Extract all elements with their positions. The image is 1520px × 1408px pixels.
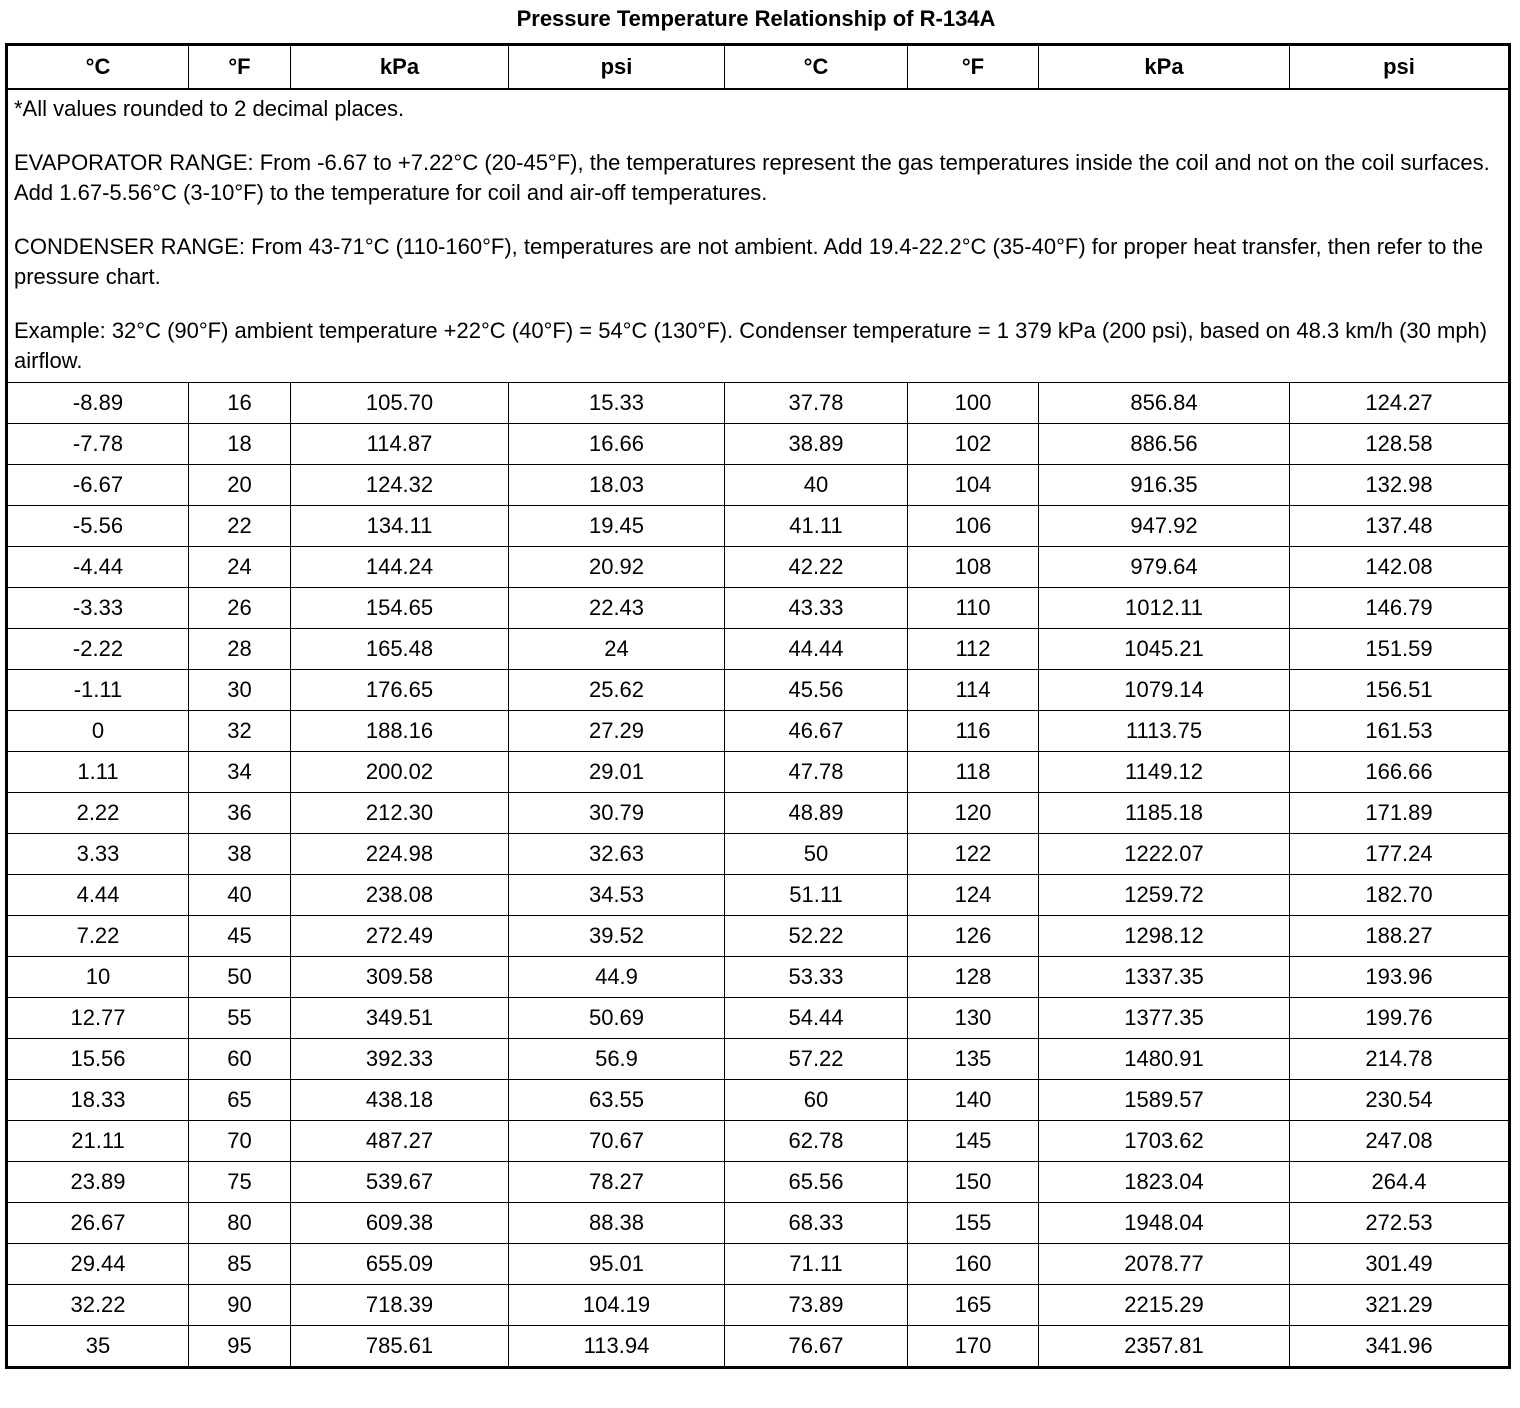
cell-celsius-low: 18.33 — [7, 1080, 189, 1121]
cell-fahrenheit-low: 45 — [189, 916, 291, 957]
page-title: Pressure Temperature Relationship of R-134A — [516, 6, 996, 31]
cell-fahrenheit-high: 102 — [908, 424, 1039, 465]
header-fahrenheit-1: °F — [189, 45, 291, 90]
cell-celsius-high: 48.89 — [725, 793, 908, 834]
table-row — [7, 957, 1510, 998]
cell-fahrenheit-high: 155 — [908, 1203, 1039, 1244]
cell-psi-high: 142.08 — [1290, 547, 1510, 588]
table-row — [7, 588, 1510, 629]
cell-psi-high: 193.96 — [1290, 957, 1510, 998]
cell-psi-low: 20.92 — [509, 547, 725, 588]
cell-psi-high: 151.59 — [1290, 629, 1510, 670]
cell-kpa-low: 124.32 — [291, 465, 509, 506]
cell-fahrenheit-high: 122 — [908, 834, 1039, 875]
cell-kpa-low: 539.67 — [291, 1162, 509, 1203]
cell-celsius-low: 35 — [7, 1326, 189, 1368]
cell-psi-low: 34.53 — [509, 875, 725, 916]
table-row — [7, 875, 1510, 916]
cell-psi-low: 19.45 — [509, 506, 725, 547]
table-row — [7, 383, 1510, 424]
cell-psi-high: 199.76 — [1290, 998, 1510, 1039]
header-celsius-2: °C — [725, 45, 908, 90]
cell-fahrenheit-high: 114 — [908, 670, 1039, 711]
cell-psi-high: 341.96 — [1290, 1326, 1510, 1368]
cell-fahrenheit-high: 118 — [908, 752, 1039, 793]
cell-celsius-low: -3.33 — [7, 588, 189, 629]
cell-celsius-high: 57.22 — [725, 1039, 908, 1080]
cell-celsius-low: -7.78 — [7, 424, 189, 465]
cell-kpa-low: 134.11 — [291, 506, 509, 547]
header-psi-1: psi — [509, 45, 725, 90]
cell-celsius-low: -5.56 — [7, 506, 189, 547]
cell-celsius-high: 40 — [725, 465, 908, 506]
cell-fahrenheit-high: 104 — [908, 465, 1039, 506]
cell-fahrenheit-low: 85 — [189, 1244, 291, 1285]
cell-kpa-high: 1589.57 — [1039, 1080, 1290, 1121]
cell-psi-low: 39.52 — [509, 916, 725, 957]
cell-psi-low: 18.03 — [509, 465, 725, 506]
header-row — [7, 45, 1510, 90]
cell-kpa-low: 165.48 — [291, 629, 509, 670]
cell-celsius-low: 32.22 — [7, 1285, 189, 1326]
cell-fahrenheit-high: 106 — [908, 506, 1039, 547]
cell-celsius-low: 2.22 — [7, 793, 189, 834]
cell-fahrenheit-low: 20 — [189, 465, 291, 506]
cell-psi-low: 88.38 — [509, 1203, 725, 1244]
evaporator-note: EVAPORATOR RANGE: From -6.67 to +7.22°C (20-45°F), the temperatures represent the gas temperatures inside the coil and not on the coil surfaces. Add 1.67-5.56°C (3-10°F) to the temperature for coil and air-off temperatures. — [14, 150, 1490, 205]
example-note: Example: 32°C (90°F) ambient temperature +22°C (40°F) = 54°C (130°F). Condenser temperature = 1 379 kPa (200 psi), based on 48.3 km/h (30 mph) airflow. — [14, 318, 1488, 373]
cell-kpa-low: 105.70 — [291, 383, 509, 424]
cell-kpa-high: 2215.29 — [1039, 1285, 1290, 1326]
cell-kpa-low: 176.65 — [291, 670, 509, 711]
header-psi-2: psi — [1290, 45, 1510, 90]
cell-kpa-low: 487.27 — [291, 1121, 509, 1162]
cell-celsius-high: 45.56 — [725, 670, 908, 711]
table-row — [7, 1162, 1510, 1203]
cell-kpa-low: 144.24 — [291, 547, 509, 588]
cell-celsius-high: 42.22 — [725, 547, 908, 588]
table-row — [7, 1203, 1510, 1244]
cell-kpa-low: 609.38 — [291, 1203, 509, 1244]
table-row — [7, 670, 1510, 711]
header-fahrenheit-2: °F — [908, 45, 1039, 90]
cell-fahrenheit-low: 36 — [189, 793, 291, 834]
cell-psi-high: 171.89 — [1290, 793, 1510, 834]
table-row — [7, 1080, 1510, 1121]
cell-celsius-low: 12.77 — [7, 998, 189, 1039]
cell-psi-low: 16.66 — [509, 424, 725, 465]
cell-kpa-low: 238.08 — [291, 875, 509, 916]
cell-celsius-low: 15.56 — [7, 1039, 189, 1080]
cell-kpa-high: 1012.11 — [1039, 588, 1290, 629]
cell-psi-low: 15.33 — [509, 383, 725, 424]
cell-psi-high: 272.53 — [1290, 1203, 1510, 1244]
cell-kpa-low: 154.65 — [291, 588, 509, 629]
table-row — [7, 834, 1510, 875]
cell-fahrenheit-low: 22 — [189, 506, 291, 547]
cell-celsius-high: 46.67 — [725, 711, 908, 752]
cell-psi-low: 95.01 — [509, 1244, 725, 1285]
cell-celsius-low: -6.67 — [7, 465, 189, 506]
cell-fahrenheit-low: 26 — [189, 588, 291, 629]
cell-psi-low: 78.27 — [509, 1162, 725, 1203]
cell-psi-low: 50.69 — [509, 998, 725, 1039]
cell-kpa-low: 212.30 — [291, 793, 509, 834]
cell-fahrenheit-low: 90 — [189, 1285, 291, 1326]
cell-psi-high: 188.27 — [1290, 916, 1510, 957]
cell-fahrenheit-low: 65 — [189, 1080, 291, 1121]
cell-celsius-low: -8.89 — [7, 383, 189, 424]
cell-psi-low: 44.9 — [509, 957, 725, 998]
cell-kpa-high: 1045.21 — [1039, 629, 1290, 670]
cell-fahrenheit-high: 150 — [908, 1162, 1039, 1203]
cell-fahrenheit-low: 60 — [189, 1039, 291, 1080]
cell-kpa-high: 1703.62 — [1039, 1121, 1290, 1162]
cell-kpa-high: 979.64 — [1039, 547, 1290, 588]
cell-psi-high: 132.98 — [1290, 465, 1510, 506]
cell-celsius-high: 60 — [725, 1080, 908, 1121]
cell-kpa-low: 188.16 — [291, 711, 509, 752]
cell-kpa-high: 1948.04 — [1039, 1203, 1290, 1244]
cell-kpa-high: 947.92 — [1039, 506, 1290, 547]
cell-psi-low: 32.63 — [509, 834, 725, 875]
cell-fahrenheit-low: 34 — [189, 752, 291, 793]
cell-fahrenheit-low: 28 — [189, 629, 291, 670]
cell-celsius-low: -4.44 — [7, 547, 189, 588]
cell-fahrenheit-low: 24 — [189, 547, 291, 588]
cell-kpa-high: 1298.12 — [1039, 916, 1290, 957]
cell-celsius-high: 53.33 — [725, 957, 908, 998]
cell-kpa-high: 1185.18 — [1039, 793, 1290, 834]
table-row — [7, 506, 1510, 547]
notes-row — [7, 89, 1510, 383]
cell-psi-high: 321.29 — [1290, 1285, 1510, 1326]
cell-psi-high: 166.66 — [1290, 752, 1510, 793]
cell-celsius-high: 38.89 — [725, 424, 908, 465]
condenser-note: CONDENSER RANGE: From 43-71°C (110-160°F), temperatures are not ambient. Add 19.4-22.2°C (35-40°F) for proper heat transfer, then refer to the pressure chart. — [14, 234, 1484, 289]
cell-psi-low: 30.79 — [509, 793, 725, 834]
cell-psi-high: 146.79 — [1290, 588, 1510, 629]
cell-kpa-low: 438.18 — [291, 1080, 509, 1121]
cell-fahrenheit-high: 100 — [908, 383, 1039, 424]
cell-psi-low: 70.67 — [509, 1121, 725, 1162]
cell-kpa-high: 2357.81 — [1039, 1326, 1290, 1368]
cell-psi-high: 177.24 — [1290, 834, 1510, 875]
cell-celsius-high: 73.89 — [725, 1285, 908, 1326]
cell-celsius-low: 26.67 — [7, 1203, 189, 1244]
cell-celsius-low: 3.33 — [7, 834, 189, 875]
cell-celsius-high: 65.56 — [725, 1162, 908, 1203]
cell-kpa-high: 856.84 — [1039, 383, 1290, 424]
cell-fahrenheit-low: 80 — [189, 1203, 291, 1244]
cell-psi-low: 56.9 — [509, 1039, 725, 1080]
table-row — [7, 1285, 1510, 1326]
cell-kpa-high: 916.35 — [1039, 465, 1290, 506]
cell-kpa-low: 200.02 — [291, 752, 509, 793]
rounding-note: *All values rounded to 2 decimal places. — [14, 96, 405, 121]
cell-kpa-high: 1823.04 — [1039, 1162, 1290, 1203]
cell-fahrenheit-high: 110 — [908, 588, 1039, 629]
table-row — [7, 752, 1510, 793]
cell-fahrenheit-high: 124 — [908, 875, 1039, 916]
header-kpa-1: kPa — [291, 45, 509, 90]
cell-kpa-high: 1079.14 — [1039, 670, 1290, 711]
table-row — [7, 1326, 1510, 1368]
cell-kpa-high: 1113.75 — [1039, 711, 1290, 752]
cell-celsius-low: 29.44 — [7, 1244, 189, 1285]
cell-psi-high: 214.78 — [1290, 1039, 1510, 1080]
cell-psi-low: 29.01 — [509, 752, 725, 793]
cell-psi-high: 264.4 — [1290, 1162, 1510, 1203]
cell-kpa-high: 1259.72 — [1039, 875, 1290, 916]
cell-psi-low: 113.94 — [509, 1326, 725, 1368]
cell-psi-high: 156.51 — [1290, 670, 1510, 711]
cell-fahrenheit-low: 38 — [189, 834, 291, 875]
cell-celsius-high: 68.33 — [725, 1203, 908, 1244]
cell-fahrenheit-high: 112 — [908, 629, 1039, 670]
cell-fahrenheit-low: 70 — [189, 1121, 291, 1162]
cell-celsius-high: 44.44 — [725, 629, 908, 670]
cell-fahrenheit-high: 128 — [908, 957, 1039, 998]
cell-fahrenheit-low: 30 — [189, 670, 291, 711]
cell-fahrenheit-low: 95 — [189, 1326, 291, 1368]
cell-celsius-high: 37.78 — [725, 383, 908, 424]
cell-kpa-low: 785.61 — [291, 1326, 509, 1368]
cell-celsius-high: 47.78 — [725, 752, 908, 793]
pressure-temperature-table — [5, 43, 1511, 1369]
cell-celsius-low: 7.22 — [7, 916, 189, 957]
cell-kpa-low: 272.49 — [291, 916, 509, 957]
table-row — [7, 1039, 1510, 1080]
cell-fahrenheit-low: 50 — [189, 957, 291, 998]
cell-psi-high: 137.48 — [1290, 506, 1510, 547]
cell-kpa-high: 1377.35 — [1039, 998, 1290, 1039]
cell-kpa-low: 718.39 — [291, 1285, 509, 1326]
cell-celsius-high: 71.11 — [725, 1244, 908, 1285]
table-row — [7, 793, 1510, 834]
cell-kpa-low: 309.58 — [291, 957, 509, 998]
cell-fahrenheit-high: 116 — [908, 711, 1039, 752]
cell-celsius-high: 54.44 — [725, 998, 908, 1039]
cell-fahrenheit-high: 170 — [908, 1326, 1039, 1368]
cell-kpa-low: 392.33 — [291, 1039, 509, 1080]
cell-psi-low: 25.62 — [509, 670, 725, 711]
cell-psi-low: 24 — [509, 629, 725, 670]
cell-kpa-low: 224.98 — [291, 834, 509, 875]
cell-fahrenheit-high: 145 — [908, 1121, 1039, 1162]
cell-celsius-high: 76.67 — [725, 1326, 908, 1368]
cell-fahrenheit-low: 16 — [189, 383, 291, 424]
cell-celsius-high: 50 — [725, 834, 908, 875]
cell-kpa-high: 1222.07 — [1039, 834, 1290, 875]
cell-psi-low: 104.19 — [509, 1285, 725, 1326]
cell-psi-high: 230.54 — [1290, 1080, 1510, 1121]
cell-psi-low: 63.55 — [509, 1080, 725, 1121]
table-row — [7, 1121, 1510, 1162]
cell-celsius-low: -2.22 — [7, 629, 189, 670]
cell-celsius-high: 52.22 — [725, 916, 908, 957]
table-row — [7, 916, 1510, 957]
table-row — [7, 629, 1510, 670]
table-row — [7, 998, 1510, 1039]
table-row — [7, 547, 1510, 588]
cell-celsius-low: 0 — [7, 711, 189, 752]
cell-kpa-high: 886.56 — [1039, 424, 1290, 465]
cell-kpa-high: 1149.12 — [1039, 752, 1290, 793]
cell-fahrenheit-low: 18 — [189, 424, 291, 465]
cell-celsius-high: 41.11 — [725, 506, 908, 547]
cell-celsius-high: 51.11 — [725, 875, 908, 916]
cell-fahrenheit-low: 75 — [189, 1162, 291, 1203]
cell-fahrenheit-high: 165 — [908, 1285, 1039, 1326]
cell-kpa-high: 2078.77 — [1039, 1244, 1290, 1285]
cell-fahrenheit-high: 130 — [908, 998, 1039, 1039]
cell-kpa-high: 1480.91 — [1039, 1039, 1290, 1080]
header-kpa-2: kPa — [1039, 45, 1290, 90]
cell-fahrenheit-high: 120 — [908, 793, 1039, 834]
cell-psi-high: 182.70 — [1290, 875, 1510, 916]
table-row — [7, 424, 1510, 465]
notes-cell — [7, 89, 1510, 383]
cell-celsius-high: 43.33 — [725, 588, 908, 629]
table-row — [7, 1244, 1510, 1285]
cell-fahrenheit-low: 40 — [189, 875, 291, 916]
table-row — [7, 465, 1510, 506]
cell-celsius-low: -1.11 — [7, 670, 189, 711]
cell-psi-low: 27.29 — [509, 711, 725, 752]
cell-celsius-low: 21.11 — [7, 1121, 189, 1162]
cell-fahrenheit-low: 55 — [189, 998, 291, 1039]
cell-kpa-low: 349.51 — [291, 998, 509, 1039]
cell-psi-high: 161.53 — [1290, 711, 1510, 752]
cell-fahrenheit-high: 126 — [908, 916, 1039, 957]
cell-psi-high: 128.58 — [1290, 424, 1510, 465]
cell-celsius-high: 62.78 — [725, 1121, 908, 1162]
header-celsius-1: °C — [7, 45, 189, 90]
cell-fahrenheit-high: 108 — [908, 547, 1039, 588]
cell-kpa-high: 1337.35 — [1039, 957, 1290, 998]
cell-fahrenheit-low: 32 — [189, 711, 291, 752]
cell-celsius-low: 10 — [7, 957, 189, 998]
cell-fahrenheit-high: 140 — [908, 1080, 1039, 1121]
cell-psi-high: 124.27 — [1290, 383, 1510, 424]
table-row — [7, 711, 1510, 752]
cell-fahrenheit-high: 160 — [908, 1244, 1039, 1285]
cell-celsius-low: 1.11 — [7, 752, 189, 793]
cell-kpa-low: 655.09 — [291, 1244, 509, 1285]
cell-celsius-low: 4.44 — [7, 875, 189, 916]
cell-psi-high: 247.08 — [1290, 1121, 1510, 1162]
cell-celsius-low: 23.89 — [7, 1162, 189, 1203]
cell-fahrenheit-high: 135 — [908, 1039, 1039, 1080]
cell-kpa-low: 114.87 — [291, 424, 509, 465]
cell-psi-low: 22.43 — [509, 588, 725, 629]
cell-psi-high: 301.49 — [1290, 1244, 1510, 1285]
